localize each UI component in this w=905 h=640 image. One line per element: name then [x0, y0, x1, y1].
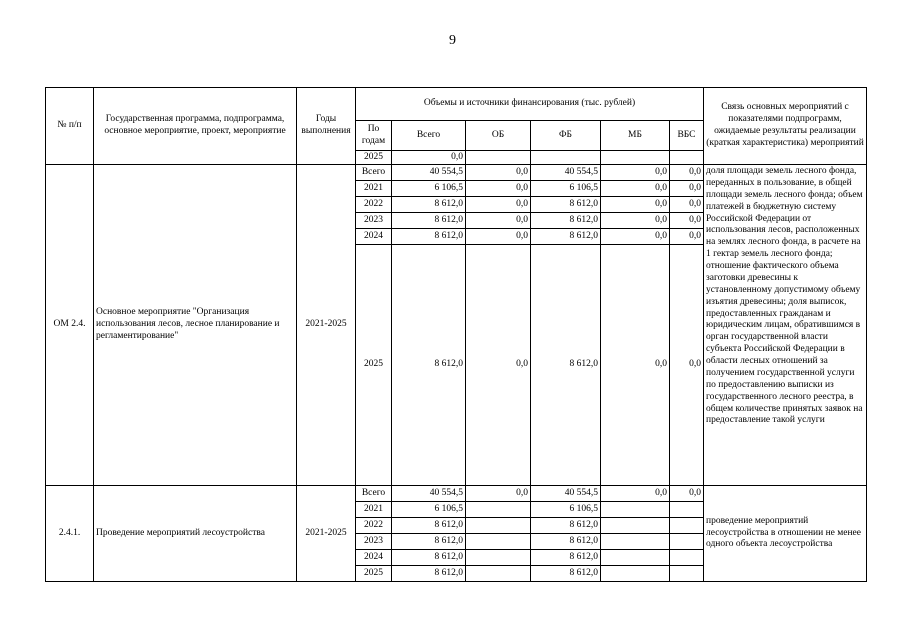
item241-name: Проведение мероприятий лесоустройства: [94, 486, 297, 582]
mb-cell: [601, 566, 670, 582]
vbs-cell: [670, 518, 704, 534]
total-cell: 6 106,5: [392, 502, 466, 518]
ob-cell: 0,0: [466, 213, 531, 229]
vbs-cell: 0,0: [670, 181, 704, 197]
year-cell: 2021: [356, 181, 392, 197]
total-cell: 8 612,0: [392, 566, 466, 582]
header-mb: МБ: [601, 121, 670, 151]
fb-cell: 6 106,5: [531, 181, 601, 197]
ob-cell: 0,0: [466, 165, 531, 181]
year-cell: Всего: [356, 486, 392, 502]
year-cell: 2021: [356, 502, 392, 518]
year-cell: 2022: [356, 518, 392, 534]
ob-cell: 0,0: [466, 245, 531, 486]
vbs-cell: [670, 502, 704, 518]
year-cell: 2024: [356, 550, 392, 566]
total-cell: 8 612,0: [392, 534, 466, 550]
vbs-cell: 0,0: [670, 229, 704, 245]
financing-table: [45, 87, 867, 582]
ob-cell: 0,0: [466, 181, 531, 197]
ob-cell: 0,0: [466, 229, 531, 245]
table-row: [46, 486, 867, 502]
vbs-cell: 0,0: [670, 245, 704, 486]
om24-num: ОМ 2.4.: [46, 165, 94, 486]
item241-num: 2.4.1.: [46, 486, 94, 582]
mb-cell: 0,0: [601, 213, 670, 229]
year-cell: 2025: [356, 245, 392, 486]
ob-cell: 0,0: [466, 486, 531, 502]
total-cell: 8 612,0: [392, 550, 466, 566]
ob-cell: [466, 566, 531, 582]
total-cell: 8 612,0: [392, 213, 466, 229]
ob-cell: 0,0: [466, 197, 531, 213]
total-cell: 8 612,0: [392, 245, 466, 486]
om24-description: доля площади земель лесного фонда, переданных в пользование, в общей площади земель лесного фонда; объем платежей в бюджетную систему Российской Федерации от использования лесов, расположенных на землях лесного фонда, в расчете на 1 гектар земель лесного фонда; отношение фактического объема заготовки древесины к установленному допустимому объему изъятия древесины; доля выписок, предоставленных гражданам и юридическим лицам, обратившимся в орган государственной власти субъекта Российской Федерации в области лесных отношений за получением государственной услуги по предоставлению выписки из государственного лесного реестра, в общем количестве принятых заявок на предоставление такой услуги: [704, 165, 867, 486]
ob-cell: [466, 534, 531, 550]
fb-cell: 40 554,5: [531, 486, 601, 502]
total-cell: 40 554,5: [392, 165, 466, 181]
fb-cell: 8 612,0: [531, 534, 601, 550]
vbs-cell: [670, 566, 704, 582]
year-cell: 2024: [356, 229, 392, 245]
header-num: № п/п: [46, 88, 94, 165]
mb-cell: [601, 550, 670, 566]
vbs-cell: 0,0: [670, 165, 704, 181]
header-program: Государственная программа, подпрограмма, основное мероприятие, проект, мероприятие: [94, 88, 297, 165]
vbs-cell: 0,0: [670, 197, 704, 213]
year-cell: Всего: [356, 165, 392, 181]
header-total: Всего: [392, 121, 466, 151]
total-cell: 8 612,0: [392, 197, 466, 213]
year-cell: 2023: [356, 213, 392, 229]
vbs-cell: [670, 550, 704, 566]
total-cell: 40 554,5: [392, 486, 466, 502]
fb-cell: 8 612,0: [531, 518, 601, 534]
header-row-1: [46, 88, 867, 121]
fb-cell: 8 612,0: [531, 229, 601, 245]
header-by-years: По годам: [356, 121, 392, 151]
total-cell: 8 612,0: [392, 518, 466, 534]
mb-cell: 0,0: [601, 486, 670, 502]
total-cell: 0,0: [392, 151, 466, 165]
vbs-cell: 0,0: [670, 486, 704, 502]
mb-cell: 0,0: [601, 165, 670, 181]
mb-cell: [601, 534, 670, 550]
item241-years: 2021-2025: [297, 486, 356, 582]
table-row: [46, 165, 867, 181]
header-fb: ФБ: [531, 121, 601, 151]
header-vbs: ВБС: [670, 121, 704, 151]
fb-cell: 8 612,0: [531, 566, 601, 582]
ob-cell: [466, 502, 531, 518]
item241-description: проведение мероприятий лесоустройства в отношении не менее одного объекта лесоустройства: [704, 486, 867, 582]
year-cell: 2025: [356, 566, 392, 582]
vbs-cell: [670, 534, 704, 550]
fb-cell: 8 612,0: [531, 245, 601, 486]
fb-cell: 8 612,0: [531, 213, 601, 229]
mb-cell: 0,0: [601, 181, 670, 197]
year-cell: 2025: [356, 151, 392, 165]
om24-years: 2021-2025: [297, 165, 356, 486]
mb-cell: 0,0: [601, 245, 670, 486]
header-link: Связь основных мероприятий с показателями подпрограмм, ожидаемые результаты реализации (краткая характеристика) мероприятий: [704, 88, 867, 165]
mb-cell: [601, 518, 670, 534]
ob-cell: [466, 518, 531, 534]
year-cell: 2022: [356, 197, 392, 213]
mb-cell: [601, 502, 670, 518]
total-cell: 8 612,0: [392, 229, 466, 245]
fb-cell: 8 612,0: [531, 550, 601, 566]
page-number: 9: [449, 33, 456, 48]
ob-cell: [466, 550, 531, 566]
fb-cell: 6 106,5: [531, 502, 601, 518]
fb-cell: 40 554,5: [531, 165, 601, 181]
header-ob: ОБ: [466, 121, 531, 151]
mb-cell: 0,0: [601, 197, 670, 213]
vbs-cell: 0,0: [670, 213, 704, 229]
fb-cell: 8 612,0: [531, 197, 601, 213]
year-cell: 2023: [356, 534, 392, 550]
om24-name: Основное мероприятие "Организация использования лесов, лесное планирование и регламентирование": [94, 165, 297, 486]
header-financing: Объемы и источники финансирования (тыс. рублей): [356, 88, 704, 121]
header-years: Годы выполнения: [297, 88, 356, 165]
mb-cell: 0,0: [601, 229, 670, 245]
total-cell: 6 106,5: [392, 181, 466, 197]
